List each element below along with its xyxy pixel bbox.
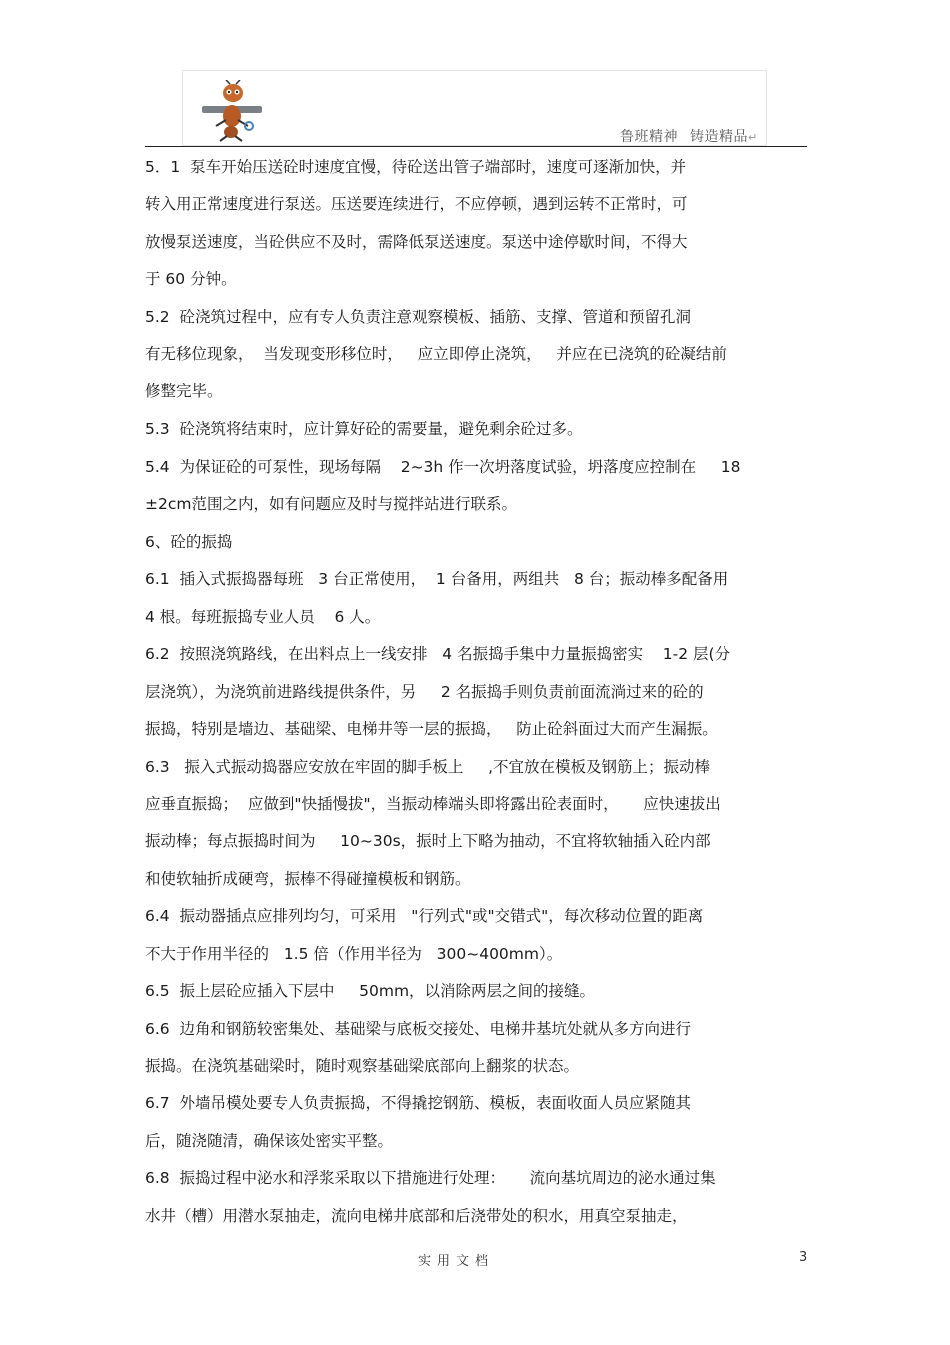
body-line: 振捣。在浇筑基础梁时，随时观察基础梁底部向上翻浆的状态。 <box>145 1057 580 1075</box>
body-line: 有无移位现象， 当发现变形移位时， 应立即停止浇筑， 并应在已浇筑的砼凝结前 <box>145 345 727 363</box>
return-mark: ↵ <box>748 131 758 144</box>
body-line: 放慢泵送速度，当砼供应不及时，需降低泵送速度。泵送中途停歇时间，不得大 <box>145 233 688 251</box>
slogan-part-2: 铸造精品 <box>690 129 748 145</box>
slogan-part-1: 鲁班精神 <box>620 129 678 145</box>
body-line: 5.2 砼浇筑过程中，应有专人负责注意观察模板、插筋、支撑、管道和预留孔洞 <box>145 308 692 326</box>
body-line: ±2cm范围之内，如有问题应及时与搅拌站进行联系。 <box>145 495 517 513</box>
body-line: 6.8 振捣过程中泌水和浮浆采取以下措施进行处理： 流向基坑周边的泌水通过集 <box>145 1169 716 1187</box>
header-slogan <box>620 126 758 146</box>
body-line: 6.3 振入式振动捣器应安放在牢固的脚手板上 ,不宜放在模板及钢筋上；振动棒 <box>145 758 710 776</box>
footer-label: 实用文档 <box>418 1254 495 1269</box>
body-line: 5.4 为保证砼的可泵性，现场每隔 2~3h 作一次坍落度试验，坍落度应控制在 18 <box>145 458 741 476</box>
body-line: 6.6 边角和钢筋较密集处、基础梁与底板交接处、电梯井基坑处就从多方向进行 <box>145 1020 692 1038</box>
body-line: 6.2 按照浇筑路线，在出料点上一线安排 4 名振捣手集中力量振捣密实 1-2 层(分 <box>145 645 731 663</box>
body-line: 6.4 振动器插点应排列均匀，可采用 "行列式"或"交错式"，每次移动位置的距离 <box>145 907 704 925</box>
body-line: 4 根。每班振捣专业人员 6 人。 <box>145 608 381 626</box>
body-line: 水井（槽）用潜水泵抽走，流向电梯井底部和后浇带处的积水，用真空泵抽走， <box>145 1207 688 1225</box>
body-line: 和使软轴折成硬弯，振棒不得碰撞模板和钢筋。 <box>145 870 471 888</box>
body-line: 不大于作用半径的 1.5 倍（作用半径为 300~400mm）。 <box>145 945 563 963</box>
body-line: 修整完毕。 <box>145 382 223 400</box>
body-line: 后，随浇随清，确保该处密实平整。 <box>145 1132 394 1150</box>
section-heading: 6、砼的振捣 <box>145 533 233 551</box>
body-line: 振捣，特别是墙边、基础梁、电梯井等一层的振捣， 防止砼斜面过大而产生漏振。 <box>145 720 718 738</box>
body-line: 于 60 分钟。 <box>145 270 237 288</box>
body-line: 层浇筑），为浇筑前进路线提供条件，另 2 名振捣手则负责前面流淌过来的砼的 <box>145 683 704 701</box>
body-line: 5．1 泵车开始压送砼时速度宜慢，待砼送出管子端部时，速度可逐渐加快，并 <box>145 158 687 176</box>
body-line: 6.1 插入式振捣器每班 3 台正常使用， 1 台备用，两组共 8 台；振动棒多配备用 <box>145 570 729 588</box>
header-rule <box>145 146 807 147</box>
body-line: 转入用正常速度进行泵送。压送要连续进行，不应停顿，遇到运转不正常时，可 <box>145 195 688 213</box>
body-line: 振动棒；每点振捣时间为 10~30s，振时上下略为抽动，不宜将软轴插入砼内部 <box>145 832 711 850</box>
body-line: 6.5 振上层砼应插入下层中 50mm，以消除两层之间的接缝。 <box>145 982 596 1000</box>
body-line: 5.3 砼浇筑将结束时，应计算好砼的需要量，避免剩余砼过多。 <box>145 420 583 438</box>
ant-worker-logo-icon <box>200 80 264 142</box>
page-number: 3 <box>799 1250 808 1265</box>
body-line: 6.7 外墙吊模处要专人负责振捣，不得撬挖钢筋、模板，表面收面人员应紧随其 <box>145 1094 692 1112</box>
body-line: 应垂直振捣； 应做到"快插慢拔"，当振动棒端头即将露出砼表面时， 应快速拔出 <box>145 795 721 813</box>
